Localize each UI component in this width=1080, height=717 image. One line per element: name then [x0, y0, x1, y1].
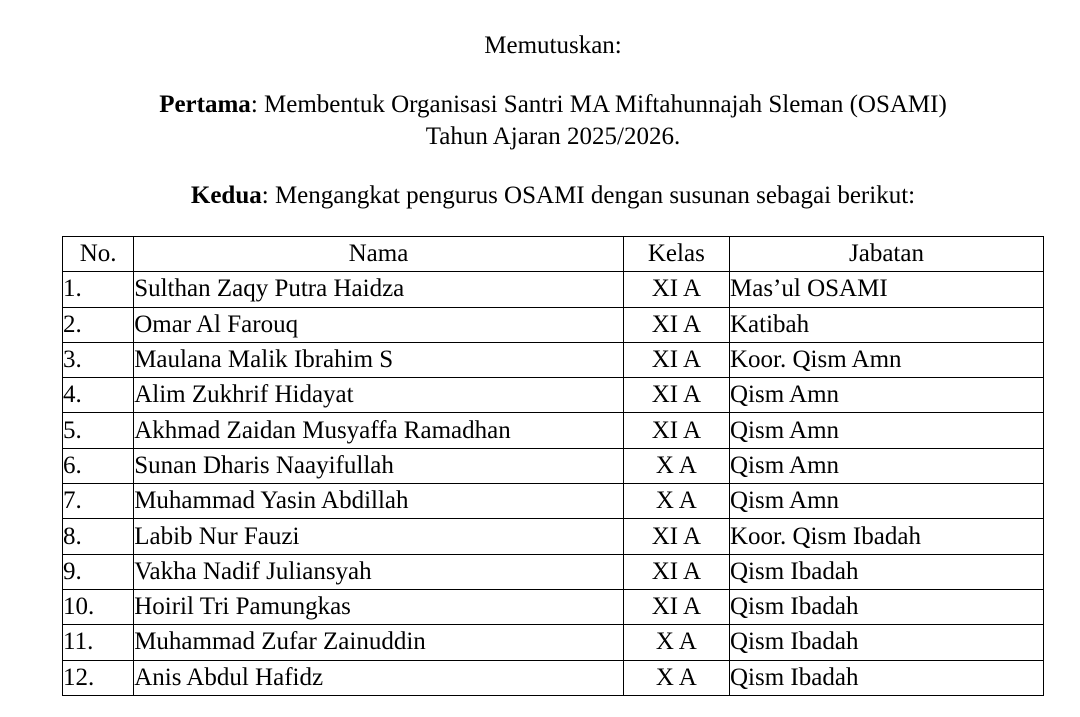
column-header-no: No. [63, 237, 134, 272]
cell-no: 6. [63, 448, 134, 483]
cell-no: 7. [63, 484, 134, 519]
first-decision-text: : Membentuk Organisasi Santri MA Miftahunnajah Sleman (OSAMI) [250, 91, 947, 118]
cell-kelas: XI A [623, 342, 729, 377]
cell-kelas: X A [623, 448, 729, 483]
table-header-row [63, 237, 1044, 272]
cell-kelas: X A [623, 625, 729, 660]
cell-nama: Hoiril Tri Pamungkas [134, 589, 623, 624]
cell-nama: Sunan Dharis Naayifullah [134, 448, 623, 483]
cell-jabatan: Qism Ibadah [730, 589, 1044, 624]
cell-nama: Vakha Nadif Juliansyah [134, 554, 623, 589]
cell-jabatan: Koor. Qism Amn [730, 342, 1044, 377]
cell-nama: Omar Al Farouq [134, 307, 623, 342]
table-row [63, 342, 1044, 377]
cell-nama: Labib Nur Fauzi [134, 519, 623, 554]
table-row [63, 413, 1044, 448]
decision-heading [0, 30, 1080, 62]
cell-nama: Akhmad Zaidan Musyaffa Ramadhan [134, 413, 623, 448]
first-decision-line2: Tahun Ajaran 2025/2026. [425, 123, 681, 150]
decision-heading-text: Memutuskan: [484, 32, 622, 59]
table-row [63, 519, 1044, 554]
cell-jabatan: Qism Ibadah [730, 660, 1044, 695]
cell-no: 8. [63, 519, 134, 554]
second-decision [0, 180, 1080, 212]
second-decision-label: Kedua [190, 182, 262, 209]
table-body [63, 272, 1044, 696]
table-row [63, 660, 1044, 695]
cell-kelas: XI A [623, 589, 729, 624]
cell-nama: Maulana Malik Ibrahim S [134, 342, 623, 377]
table-row [63, 378, 1044, 413]
cell-no: 2. [63, 307, 134, 342]
cell-jabatan: Qism Amn [730, 378, 1044, 413]
cell-no: 12. [63, 660, 134, 695]
cell-jabatan: Koor. Qism Ibadah [730, 519, 1044, 554]
column-header-jabatan: Jabatan [730, 237, 1044, 272]
first-decision-line1 [0, 89, 1080, 121]
second-decision-text: : Mengangkat pengurus OSAMI dengan susunan sebagai berikut: [261, 182, 916, 209]
cell-jabatan: Qism Ibadah [730, 625, 1044, 660]
column-header-nama: Nama [134, 237, 623, 272]
cell-no: 5. [63, 413, 134, 448]
first-decision [0, 89, 1080, 153]
table-row [63, 484, 1044, 519]
cell-nama: Anis Abdul Hafidz [134, 660, 623, 695]
cell-no: 11. [63, 625, 134, 660]
table-row [63, 272, 1044, 307]
cell-jabatan: Katibah [730, 307, 1044, 342]
table-row [63, 589, 1044, 624]
cell-no: 3. [63, 342, 134, 377]
cell-nama: Muhammad Zufar Zainuddin [134, 625, 623, 660]
cell-jabatan: Qism Amn [730, 413, 1044, 448]
table-row [63, 625, 1044, 660]
cell-jabatan: Qism Amn [730, 484, 1044, 519]
cell-no: 4. [63, 378, 134, 413]
cell-jabatan: Qism Amn [730, 448, 1044, 483]
cell-no: 9. [63, 554, 134, 589]
cell-kelas: XI A [623, 378, 729, 413]
first-decision-label: Pertama [159, 91, 251, 118]
cell-nama: Sulthan Zaqy Putra Haidza [134, 272, 623, 307]
cell-kelas: XI A [623, 554, 729, 589]
cell-kelas: X A [623, 660, 729, 695]
table-row [63, 307, 1044, 342]
cell-no: 1. [63, 272, 134, 307]
cell-jabatan: Mas’ul OSAMI [730, 272, 1044, 307]
cell-kelas: XI A [623, 272, 729, 307]
cell-kelas: XI A [623, 519, 729, 554]
cell-jabatan: Qism Ibadah [730, 554, 1044, 589]
column-header-kelas: Kelas [623, 237, 729, 272]
cell-nama: Alim Zukhrif Hidayat [134, 378, 623, 413]
cell-no: 10. [63, 589, 134, 624]
cell-nama: Muhammad Yasin Abdillah [134, 484, 623, 519]
cell-kelas: X A [623, 484, 729, 519]
cell-kelas: XI A [623, 307, 729, 342]
cell-kelas: XI A [623, 413, 729, 448]
table-row [63, 448, 1044, 483]
table-row [63, 554, 1044, 589]
officer-table [62, 236, 1044, 696]
